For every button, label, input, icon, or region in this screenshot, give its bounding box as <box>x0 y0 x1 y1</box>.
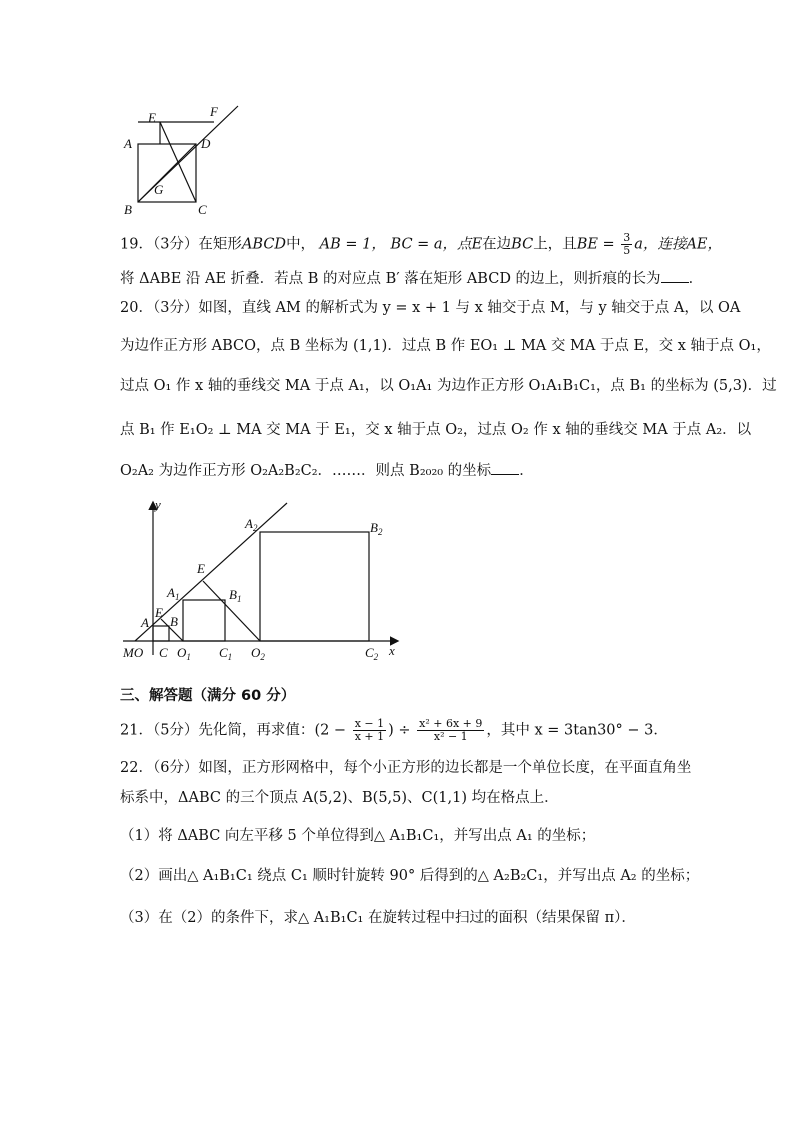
label-MO: MO <box>123 645 144 660</box>
q22-sub3: （3）在（2）的条件下，求△ A₁B₁C₁ 在旋转过程中扫过的面积（结果保留 π）． <box>120 910 636 926</box>
label-G: G <box>154 182 164 197</box>
q22-sub1: （1）将 ΔABC 向左平移 5 个单位得到△ A₁B₁C₁，并写出点 A₁ 的坐标； <box>120 828 596 844</box>
q22-sub2: （2）画出△ A₁B₁C₁ 绕点 C₁ 顺时针旋转 90° 后得到的△ A₂B₂C₁，并写出点 A₂ 的坐标； <box>120 868 700 884</box>
label-x: x <box>389 643 395 658</box>
label-A: A <box>124 136 132 151</box>
label-A2: $A_2$ <box>245 516 258 533</box>
q22-line2: 标系中，ΔABC 的三个顶点 A(5,2)、B(5,5)、C(1,1) 均在格点上． <box>120 790 559 806</box>
q19-line1: 19．（3分）在矩形ABCD中， AB = 1， BC = a，点E在边BC上，且BE = $\frac{3}{5}$ a，连接AE， <box>120 231 723 257</box>
label-B1: $B_1$ <box>229 587 242 604</box>
label-C1: $C_1$ <box>219 645 233 662</box>
q20-line1: 20．（3分）如图，直线 AM 的解析式为 y = x + 1 与 x 轴交于点 M，与 y 轴交于点 A，以 OA <box>120 300 741 316</box>
section-heading: 三、解答题（满分 60 分） <box>120 688 296 704</box>
figure-squares-on-line <box>115 495 405 670</box>
segment-bd <box>138 144 196 202</box>
label-B2: $B_2$ <box>370 520 383 537</box>
square-o2a2b2c2 <box>260 532 369 641</box>
square-abco <box>153 626 169 641</box>
q22-line1: 22．（6分）如图，正方形网格中，每个小正方形的边长都是一个单位长度，在平面直角坐 <box>120 760 692 776</box>
label-O1: $O_1$ <box>177 645 191 662</box>
fraction-2: $\frac{\text{x² + 6x + 9}}{\text{x² − 1}}$ <box>419 717 483 743</box>
label-E: E <box>148 110 156 125</box>
answer-blank[interactable] <box>491 460 519 475</box>
q20-line4: 点 B₁ 作 E₁O₂ ⊥ MA 交 MA 于 E₁，交 x 轴于点 O₂，过点 O₂ 作 x 轴的垂线交 MA 于点 A₂．以 <box>120 422 752 438</box>
q20-line3: 过点 O₁ 作 x 轴的垂线交 MA 于点 A₁，以 O₁A₁ 为边作正方形 O₁A₁B₁C₁，点 B₁ 的坐标为 (5,3)．过 <box>120 378 777 394</box>
q21-line: 21．（5分）先化简，再求值：(2 − $\frac{x - 1}{x + 1}$ ) ÷ $\frac{\text{x² + 6x + 9}}{\text{x² − 1}}$ ，其中 x = 3tan30° − 3． <box>120 717 668 743</box>
fraction-3-5: $\frac{3}{5}$ <box>623 231 631 257</box>
label-D: D <box>201 136 211 151</box>
answer-blank[interactable] <box>661 268 689 283</box>
q20-line2: 为边作正方形 ABCO，点 B 坐标为 (1,1)．过点 B 作 EO₁ ⊥ MA 交 MA 于点 E，交 x 轴于点 O₁， <box>120 338 771 354</box>
figure-rectangle-fold <box>110 100 260 220</box>
q19-line2: 将 ΔABE 沿 AE 折叠．若点 B 的对应点 B′ 落在矩形 ABCD 的边上，则折痕的长为 ． <box>120 268 703 289</box>
square-o1a1b1c1 <box>183 600 225 641</box>
label-F: F <box>210 104 218 119</box>
label-E0: E <box>155 605 163 620</box>
label-E1: E <box>197 561 205 576</box>
label-C: C <box>198 202 207 217</box>
q20-line5: O₂A₂ 为边作正方形 O₂A₂B₂C₂．……．则点 B₂₀₂₀ 的坐标 ． <box>120 460 534 481</box>
fraction-1: $\frac{x - 1}{x + 1}$ <box>354 717 385 743</box>
line-am <box>135 503 287 641</box>
label-y: y <box>155 497 161 512</box>
label-B: B <box>170 614 178 629</box>
label-A: A <box>141 615 149 630</box>
label-A1: $A_1$ <box>167 585 180 602</box>
label-O2: $O_2$ <box>251 645 265 662</box>
label-C: C <box>159 645 168 660</box>
label-B: B <box>124 202 132 217</box>
label-C2: $C_2$ <box>365 645 379 662</box>
